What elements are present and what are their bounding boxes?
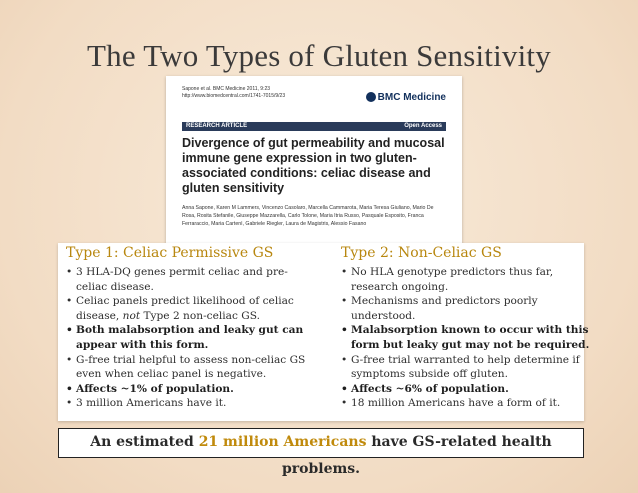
banner-text: An estimated	[90, 434, 199, 450]
list-item: • G-free trial warranted to help determine if symptoms subside off gluten.	[341, 353, 591, 382]
item-emphasis: not	[122, 309, 141, 322]
paper-authors: Anna Sapone, Karen M Lammers, Vincenzo Casolaro, Marcella Cammarota, Maria Teresa Giuliano, Mario De Rosa, Rosita Stefanile, Giuseppe Mazzarella, Carlo Tolone, Maria Itria Russo, Pasquale Esposito, Franca Ferraraccio, Maria Cartenì, Gabriele Riegler, Laura de Magistris, Alessio Fasano	[182, 205, 434, 227]
open-access-label: Open Access	[404, 123, 442, 129]
article-type: RESEARCH ARTICLE	[186, 123, 248, 129]
banner-highlight: 21 million Americans	[198, 434, 367, 450]
list-item: • 3 HLA-DQ genes permit celiac and pre-celiac disease.	[66, 265, 316, 294]
paper-title: Divergence of gut permeability and mucosal immune gene expression in two gluten-associated conditions: celiac disease and gluten sensitivity	[182, 136, 445, 195]
item-text: Type 2 non-celiac GS.	[140, 309, 260, 322]
list-item: • G-free trial helpful to assess non-celiac GS even when celiac panel is negative.	[66, 353, 316, 382]
list-item: • No HLA genotype predictors thus far, research ongoing.	[341, 265, 591, 294]
journal-name: BMC Medicine	[377, 92, 446, 103]
paper-citation	[182, 86, 285, 100]
paper-image	[166, 76, 462, 244]
article-type-bar	[182, 122, 446, 131]
type1-column	[66, 245, 316, 411]
citation-url: http://www.biomedcentral.com/1741-7015/9/23	[182, 93, 286, 99]
bmc-logo-icon	[366, 92, 376, 102]
slide-title: The Two Types of Gluten Sensitivity	[87, 38, 551, 73]
banner-text: have GS-related health problems.	[281, 434, 552, 477]
citation-line: Sapone et al. BMC Medicine 2011, 9:23	[182, 86, 271, 92]
list-item: • 18 million Americans have a form of it.	[341, 396, 591, 411]
list-item: • Both malabsorption and leaky gut can appear with this form.	[66, 323, 316, 352]
type2-header: Type 2: Non-Celiac GS	[341, 245, 502, 261]
item-text: Celiac panels predict likelihood of celiac disease,	[76, 295, 294, 322]
list-item: • 3 million Americans have it.	[66, 396, 316, 411]
list-item: • Affects ~6% of population.	[341, 382, 591, 397]
type2-list	[341, 265, 591, 411]
journal-logo	[366, 92, 446, 103]
summary-banner	[58, 428, 584, 477]
list-item: • Malabsorption known to occur with this form but leaky gut may not be required.	[341, 323, 591, 352]
type1-list	[66, 265, 316, 411]
type1-header: Type 1: Celiac Permissive GS	[66, 245, 274, 261]
list-item: • Mechanisms and predictors poorly understood.	[341, 294, 591, 323]
list-item: • Affects ~1% of population.	[66, 382, 316, 397]
list-item	[66, 294, 316, 323]
type2-column	[341, 245, 591, 411]
comparison-box	[58, 243, 590, 421]
